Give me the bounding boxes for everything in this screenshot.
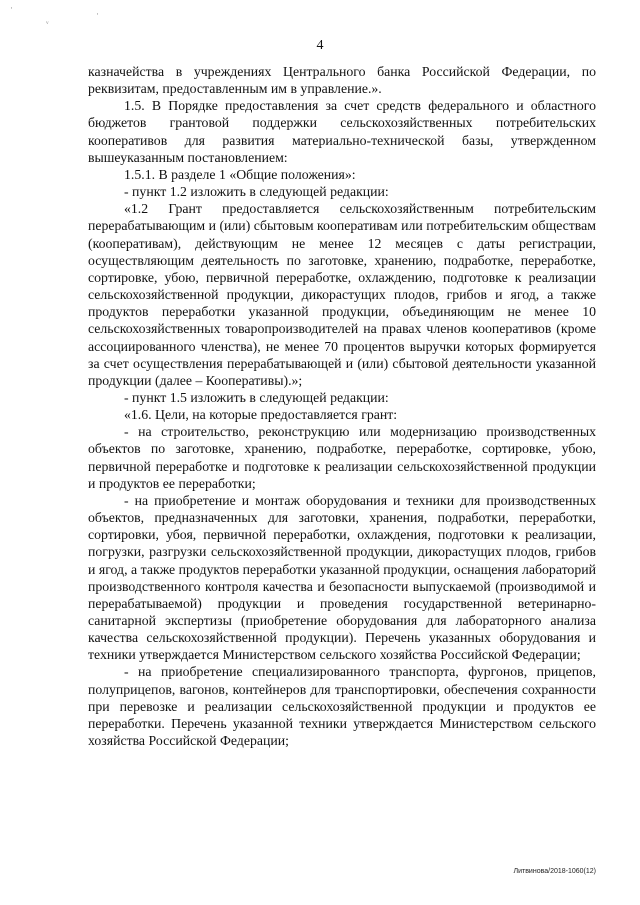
scan-speck: · — [96, 9, 99, 19]
paragraph: «1.6. Цели, на которые предоставляется грант: — [124, 407, 398, 423]
paragraph: - пункт 1.5 изложить в следующей редакции: — [124, 389, 389, 405]
page-number: 4 — [316, 38, 324, 53]
document-reference: Литвинова/2018-1060(12) — [513, 868, 596, 875]
paragraph: 1.5. В Порядке предоставления за счет средств федерального и областного бюджетов грантовой поддержки сельскохозяйственных потребительских кооперативов для развития материально-технической базы, утвержденном вышеуказанным постановлением: — [88, 98, 596, 165]
paragraph: «1.2 Грант предоставляется сельскохозяйственным потребительским перерабатывающим и (или) сбытовым кооперативам или потребительским обществам (кооперативам), действующим не менее 12 месяцев с даты регистрации, осуществляющим деятельность по заготовке, хранению, подработке, переработке, сортировке, убою, первичной переработке, охлаждению, подготовке к реализации сельскохозяйственной продукции, дикорастущих плодов, грибов и ягод, а также продуктов переработки указанной продукции, объединяющим не менее 10 сельскохозяйственных товаропроизводителей на правах членов кооперативов (кроме ассоциированного членства), не менее 70 процентов выручки которых формируется за счет осуществления перерабатывающей и (или) сбытовой деятельности указанной продукции (далее – Кооперативы).»; — [88, 201, 596, 388]
paragraph: 1.5.1. В разделе 1 «Общие положения»: — [124, 166, 356, 182]
paragraph: - на приобретение специализированного транспорта, фургонов, прицепов, полуприцепов, вагонов, контейнеров для транспортировки, обеспечения сохранности при перевозке и реализации сельскохозяйственной продукции и продуктов ее переработки. Перечень указанной техники утверждается Министерством сельского хозяйства Российской Федерации; — [88, 664, 596, 749]
paragraph: казначейства в учреждениях Центрального банка Российской Федерации, по реквизитам, предоставленным им в управление.». — [88, 64, 596, 97]
paragraph: - пункт 1.2 изложить в следующей редакции: — [124, 184, 389, 200]
scan-speck: · — [10, 3, 13, 13]
document-body — [88, 63, 596, 749]
paragraph: - на приобретение и монтаж оборудования и техники для производственных объектов, предназначенных для заготовки, хранения, подработки, переработки, сортировки, убоя, первичной переработки, охлаждения, подготовки к реализации, погрузки, разгрузки сельскохозяйственной продукции, дикорастущих плодов, грибов и ягод, а также продуктов переработки указанной продукции, оснащения лабораторий производственного контроля качества и безопасности выпускаемой (производимой и перерабатываемой) продукции и проведения государственной ветеринарно-санитарной экспертизы (приобретение оборудования для лабораторного анализа качества сельскохозяйственной продукции). Перечень указанных оборудования и техники утверждается Министерством сельского хозяйства Российской Федерации; — [88, 492, 596, 663]
paragraph: - на строительство, реконструкцию или модернизацию производственных объектов по заготовке, хранению, подработке, переработке, сортировке, убою, первичной переработке и подготовке к реализации сельскохозяйственной продукции и продуктов ее переработки; — [88, 424, 596, 491]
scan-speck: ᵥ — [46, 15, 49, 25]
